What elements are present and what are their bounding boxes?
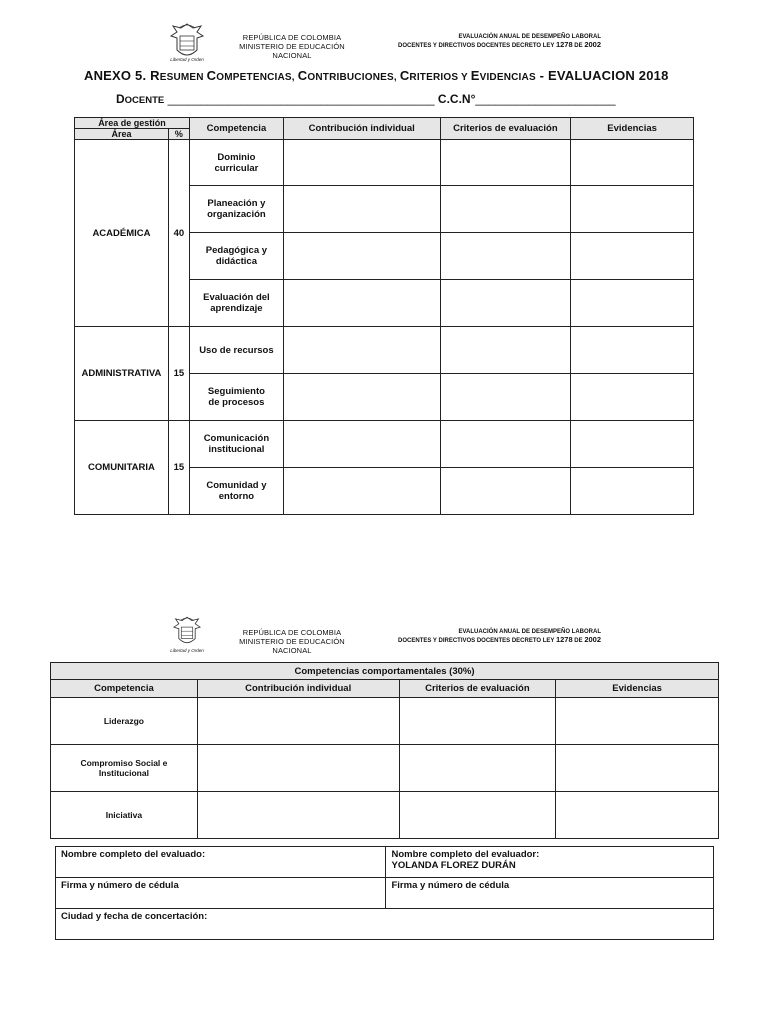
competencia-cell: Liderazgo (51, 698, 198, 745)
evaluador-label: Nombre completo del evaluador: (391, 849, 540, 860)
contribucion-cell[interactable] (283, 140, 440, 186)
pct-cell: 15 (168, 421, 189, 515)
competencia-cell: Planeación y organización (189, 186, 283, 233)
competencia-cell: Evaluación del aprendizaje (189, 280, 283, 327)
criterios-cell[interactable] (440, 468, 571, 515)
criterios-cell[interactable] (440, 421, 571, 468)
table-row (51, 745, 719, 792)
evaluador-name-field[interactable] (386, 847, 714, 878)
firma-evaluador-field[interactable] (386, 878, 714, 909)
criterios-cell[interactable] (399, 792, 556, 839)
decree-line: DOCENTES Y DIRECTIVOS DOCENTES DECRETO LEY 1278 DE 2002 (398, 635, 601, 644)
evaluation-title: EVALUACIÓN ANUAL DE DESEMPEÑO LABORAL (458, 34, 601, 40)
comportamentales-table (50, 662, 719, 839)
table-row (75, 421, 694, 468)
ministry-name: MINISTERIO DE EDUCACIÓN NACIONAL (239, 637, 345, 655)
evaluado-label: Nombre completo del evaluado: (61, 849, 206, 860)
evidencias-cell[interactable] (571, 186, 694, 233)
contribucion-cell[interactable] (283, 374, 440, 421)
contribucion-cell[interactable] (283, 233, 440, 280)
competencia-cell: Pedagógica y didáctica (189, 233, 283, 280)
contribucion-cell[interactable] (197, 792, 399, 839)
table-row (75, 140, 694, 186)
competencia-header: Competencia (189, 118, 283, 140)
country-name: REPÚBLICA DE COLOMBIA (242, 33, 342, 42)
firma-label: Firma y número de cédula (391, 880, 510, 891)
seal-motto: Libertad y Orden (170, 57, 204, 62)
ccn-blank[interactable]: _____________________ (475, 92, 616, 106)
contribucion-cell[interactable] (283, 421, 440, 468)
criterios-cell[interactable] (440, 327, 571, 374)
criterios-cell[interactable] (440, 140, 571, 186)
evaluation-header (380, 33, 601, 50)
area-header: Área (75, 129, 169, 140)
competencia-cell: Iniciativa (51, 792, 198, 839)
ciudad-fecha-field[interactable] (56, 909, 714, 940)
area-cell: ADMINISTRATIVA (75, 327, 169, 421)
competencia-cell: Comunicación institucional (189, 421, 283, 468)
pct-cell: 15 (168, 327, 189, 421)
competencia-cell: Dominio curricular (189, 140, 283, 186)
evidencias-cell[interactable] (571, 140, 694, 186)
decree-line: DOCENTES Y DIRECTIVOS DOCENTES DECRETO LEY 1278 DE 2002 (398, 40, 601, 49)
evaluador-name: YOLANDA FLOREZ DURÁN (391, 860, 516, 871)
country-ministry (222, 628, 362, 655)
contribucion-cell[interactable] (283, 327, 440, 374)
contribucion-cell[interactable] (197, 745, 399, 792)
evidencias-cell[interactable] (556, 792, 719, 839)
contribucion-cell[interactable] (283, 468, 440, 515)
criterios-cell[interactable] (440, 233, 571, 280)
colombia-seal-icon (167, 614, 207, 650)
contribucion-header: Contribución individual (283, 118, 440, 140)
evidencias-cell[interactable] (571, 468, 694, 515)
criterios-header: Criterios de evaluación (440, 118, 571, 140)
signature-table (55, 846, 714, 940)
table-row (51, 792, 719, 839)
ccn-label: C.C.N° (437, 92, 476, 106)
firma-label: Firma y número de cédula (61, 880, 179, 891)
evaluation-title: EVALUACIÓN ANUAL DE DESEMPEÑO LABORAL (458, 629, 601, 635)
criterios-cell[interactable] (440, 374, 571, 421)
evidencias-header: Evidencias (571, 118, 694, 140)
competencia-cell: Seguimiento de procesos (189, 374, 283, 421)
pct-header: % (168, 129, 189, 140)
competencia-cell: Comunidad y entorno (189, 468, 283, 515)
header-second-page (0, 610, 768, 660)
criterios-cell[interactable] (399, 698, 556, 745)
area-cell: ACADÉMICA (75, 140, 169, 327)
ciudad-fecha-label: Ciudad y fecha de concertación: (61, 911, 208, 922)
competencia-cell: Compromiso Social e Institucional (51, 745, 198, 792)
criterios-cell[interactable] (440, 280, 571, 327)
contribucion-cell[interactable] (283, 280, 440, 327)
evidencias-cell[interactable] (556, 698, 719, 745)
criterios-header: Criterios de evaluación (399, 680, 556, 698)
country-name: REPÚBLICA DE COLOMBIA (242, 628, 342, 637)
contribucion-cell[interactable] (283, 186, 440, 233)
evidencias-cell[interactable] (571, 233, 694, 280)
criterios-cell[interactable] (440, 186, 571, 233)
contribucion-cell[interactable] (197, 698, 399, 745)
area-gestion-header: Área de gestión (75, 118, 190, 129)
evidencias-cell[interactable] (571, 421, 694, 468)
evidencias-header: Evidencias (556, 680, 719, 698)
firma-evaluado-field[interactable] (56, 878, 386, 909)
table-row (75, 327, 694, 374)
seal-motto: Libertad y Orden (170, 648, 204, 653)
evaluado-name-field[interactable] (56, 847, 386, 878)
evidencias-cell[interactable] (571, 327, 694, 374)
header-top (0, 0, 768, 60)
pct-cell: 40 (168, 140, 189, 327)
docente-line: DOCENTE ________________________________________ C.C.N°_____________________ (116, 92, 616, 106)
ministry-name: MINISTERIO DE EDUCACIÓN NACIONAL (239, 42, 345, 60)
contribucion-header: Contribución individual (197, 680, 399, 698)
evidencias-cell[interactable] (571, 374, 694, 421)
area-cell: COMUNITARIA (75, 421, 169, 515)
comportamentales-title: Competencias comportamentales (30%) (51, 663, 719, 680)
competencia-header: Competencia (51, 680, 198, 698)
competencias-table (74, 117, 694, 515)
country-ministry (222, 33, 362, 60)
evaluation-header (380, 628, 601, 645)
evidencias-cell[interactable] (556, 745, 719, 792)
docente-blank[interactable]: ________________________________________ (167, 92, 435, 106)
criterios-cell[interactable] (399, 745, 556, 792)
evidencias-cell[interactable] (571, 280, 694, 327)
table-row (51, 698, 719, 745)
competencia-cell: Uso de recursos (189, 327, 283, 374)
page-title: ANEXO 5. RESUMEN COMPETENCIAS, CONTRIBUCIONES, CRITERIOS Y EVIDENCIAS - EVALUACION 2018 (84, 68, 669, 83)
